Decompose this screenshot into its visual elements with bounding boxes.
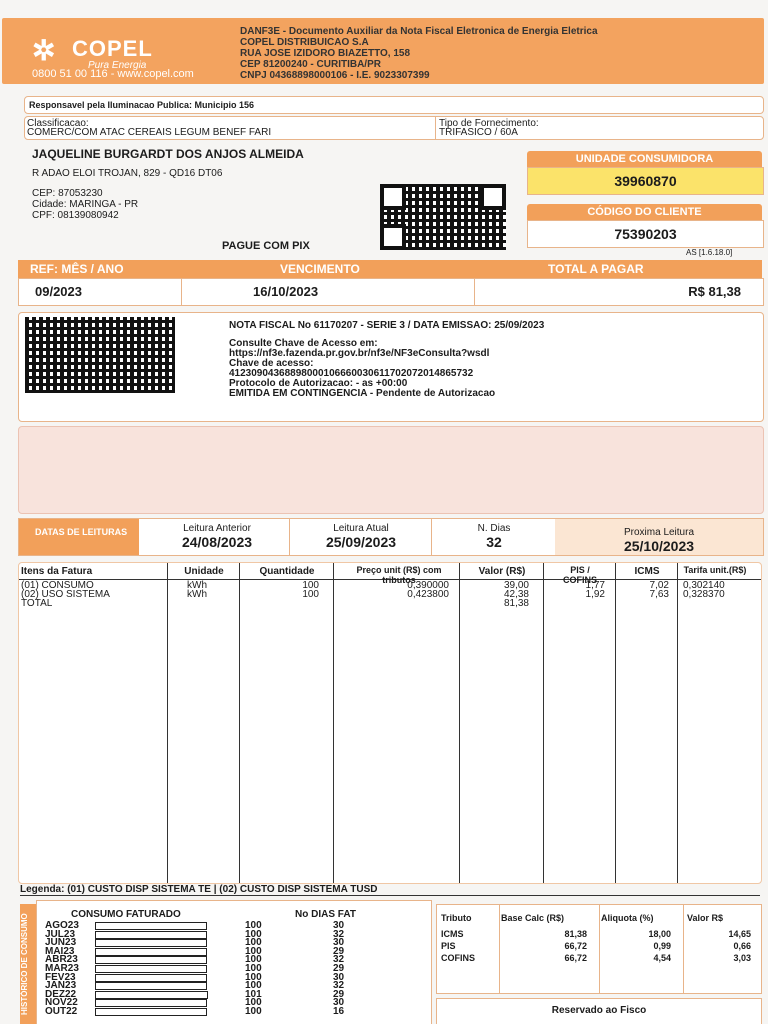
leitura-atual xyxy=(291,523,431,550)
leitura-anterior-label: Leitura Anterior xyxy=(183,523,251,534)
historico-mes: OUT22 xyxy=(45,1006,78,1017)
unidade-title: UNIDADE CONSUMIDORA xyxy=(527,151,762,167)
nota-linha: EMITIDA EM CONTINGENCIA - Pendente de Autorizacao xyxy=(229,388,496,399)
divider xyxy=(435,117,436,139)
historico-kwh: 100 xyxy=(245,980,262,992)
trib-hdr: Base Calc (R$) xyxy=(501,913,565,923)
resumo-bar xyxy=(18,260,762,278)
danfe-block xyxy=(240,26,598,81)
divider xyxy=(683,905,684,993)
col-divider xyxy=(543,563,544,883)
trib-hdr: Valor R$ xyxy=(687,913,724,923)
item-nome: (01) CONSUMO xyxy=(21,580,94,591)
hdr-preco: Preço unit (R$) com tributos xyxy=(356,565,442,585)
col-divider xyxy=(167,563,168,883)
historico-dias: 30 xyxy=(333,997,345,1009)
danfe-line: COPEL DISTRIBUICAO S.A xyxy=(240,37,369,48)
cliente-cep: CEP: 87053230 xyxy=(32,188,103,199)
n-dias-label: N. Dias xyxy=(477,523,511,534)
leitura-anterior xyxy=(147,523,287,550)
nota-linha: NOTA FISCAL No 61170207 - SERIE 3 / DATA EMISSAO: 25/09/2023 xyxy=(229,320,545,331)
header-bar xyxy=(2,18,764,84)
legenda: Legenda: (01) CUSTO DISP SISTEMA TE | (02) CUSTO DISP SISTEMA TUSD xyxy=(20,884,760,896)
item-quantidade: 100 xyxy=(302,589,319,600)
item-total-label: TOTAL xyxy=(21,598,53,609)
classificacao-value: COMERC/COM ATAC CEREAIS LEGUM BENEF FARI xyxy=(27,127,272,138)
hdr-itens: Itens da Fatura xyxy=(21,566,93,577)
copel-logo xyxy=(32,32,212,72)
historico-dias: 32 xyxy=(333,928,345,940)
cliente-nome: JAQUELINE BURGARDT DOS ANJOS ALMEIDA xyxy=(32,147,304,161)
trib-hdr: Aliquota (%) xyxy=(601,913,654,923)
copel-logo-mark: ✲ xyxy=(32,35,54,66)
item-icms: 7,63 xyxy=(649,589,669,600)
nota-qr-code xyxy=(25,317,175,393)
historico-dias: 30 xyxy=(333,971,345,983)
historico-box xyxy=(36,900,432,1024)
historico-mes: MAR23 xyxy=(45,963,79,974)
trib-hdr: Tributo xyxy=(441,913,472,923)
tributo-cell: 66,72 xyxy=(564,953,587,963)
historico-kwh: 100 xyxy=(245,928,262,940)
historico-row xyxy=(45,1007,425,1016)
hdr-pis-cofins: PIS / COFINS xyxy=(562,565,597,585)
proxima-value: 25/10/2023 xyxy=(623,538,695,554)
col-divider xyxy=(615,563,616,883)
historico-kwh: 100 xyxy=(245,945,262,957)
item-nome: (02) USO SISTEMA xyxy=(21,589,110,600)
danfe-line: CEP 81200240 - CURITIBA/PR xyxy=(240,59,381,70)
reservado-fisco: Reservado ao Fisco xyxy=(551,1005,647,1016)
cliente-cidade: Cidade: MARINGA - PR xyxy=(32,199,139,210)
codigo-title: CÓDIGO DO CLIENTE xyxy=(527,204,762,220)
pix-qr-code xyxy=(380,184,506,250)
historico-mes: JUL23 xyxy=(45,928,76,940)
resumo-values xyxy=(18,278,764,306)
leitura-anterior-value: 24/08/2023 xyxy=(181,534,253,550)
divider xyxy=(431,519,432,555)
item-quantidade: 100 xyxy=(302,580,319,591)
danfe-line: RUA JOSE IZIDORO BIAZETTO, 158 xyxy=(240,48,411,59)
historico-mes: NOV22 xyxy=(45,997,78,1009)
historico-dias-title: No DIAS FAT xyxy=(295,909,356,920)
item-valor: 39,00 xyxy=(503,580,529,591)
historico-title: CONSUMO FATURADO xyxy=(71,909,181,920)
historico-dias: 16 xyxy=(333,1006,345,1017)
historico-dias: 29 xyxy=(333,988,345,1000)
total-value: R$ 81,38 xyxy=(688,284,741,299)
tributo-cell: ICMS xyxy=(441,929,464,939)
tributo-cell: 0,66 xyxy=(733,941,751,951)
cliente-cpf: CPF: 08139080942 xyxy=(32,210,119,221)
total-label: TOTAL A PAGAR xyxy=(548,262,644,276)
n-dias-value: 32 xyxy=(486,534,502,550)
historico-kwh: 101 xyxy=(245,988,262,1000)
classificacao-box xyxy=(24,116,764,140)
tributo-cell: 0,99 xyxy=(653,941,671,951)
nota-fiscal-box xyxy=(18,312,764,422)
tributo-cell: 3,03 xyxy=(733,953,751,963)
nota-linha: 41230904368898000106660030611702072014865732 xyxy=(229,368,474,379)
hdr-unidade: Unidade xyxy=(184,566,224,577)
divider xyxy=(289,519,290,555)
ref-value: 09/2023 xyxy=(35,284,82,299)
col-divider xyxy=(677,563,678,883)
hdr-quantidade: Quantidade xyxy=(259,566,315,577)
hdr-icms: ICMS xyxy=(634,566,660,577)
historico-mes: DEZ22 xyxy=(45,988,77,1000)
fornecimento-value: TRIFASICO / 60A xyxy=(439,127,518,138)
tributo-cell: 4,54 xyxy=(653,953,671,963)
mensagem-box xyxy=(18,426,764,514)
col-divider xyxy=(333,563,334,883)
tributo-cell: 18,00 xyxy=(648,929,671,939)
codigo-value: 75390203 xyxy=(527,220,764,248)
classificacao-label: Classificacao: xyxy=(27,118,89,129)
col-divider xyxy=(239,563,240,883)
hdr-valor: Valor (R$) xyxy=(478,566,526,577)
n-dias xyxy=(433,523,555,550)
historico-kwh: 100 xyxy=(245,954,262,966)
danfe-line: DANF3E - Documento Auxiliar da Nota Fiscal Eletronica de Energia Eletrica xyxy=(240,26,598,37)
historico-dias: 30 xyxy=(333,920,345,931)
historico-kwh: 100 xyxy=(245,1006,262,1017)
unidade-value: 39960870 xyxy=(527,167,764,195)
item-total-valor: 81,38 xyxy=(503,598,529,609)
tributo-cell: 66,72 xyxy=(564,941,587,951)
nota-text xyxy=(229,321,544,399)
historico-mes: FEV23 xyxy=(45,971,76,983)
hdr-tarifa: Tarifa unit.(R$) xyxy=(683,565,747,575)
qr-corner xyxy=(380,184,406,210)
tributo-cell: COFINS xyxy=(441,953,476,963)
nota-linha: Consulte Chave de Acesso em: xyxy=(229,338,378,349)
tributo-cell: PIS xyxy=(441,941,456,951)
tributo-cell: 81,38 xyxy=(564,929,587,939)
qr-corner xyxy=(480,184,506,210)
item-tarifa: 0,328370 xyxy=(683,589,725,600)
leitura-atual-value: 25/09/2023 xyxy=(325,534,397,550)
item-icms: 7,02 xyxy=(649,580,669,591)
qr-corner xyxy=(380,224,406,250)
item-valor: 42,38 xyxy=(503,589,529,600)
historico-dias: 30 xyxy=(333,937,345,949)
fornecimento-label: Tipo de Fornecimento: xyxy=(439,118,539,129)
historico-dias: 32 xyxy=(333,954,345,966)
copel-logo-text: COPEL xyxy=(72,36,153,61)
danfe-line: CNPJ 04368898000106 - I.E. 9023307399 xyxy=(240,70,430,81)
ref-label: REF: MÊS / ANO xyxy=(30,262,124,276)
tributo-cell: 14,65 xyxy=(728,929,751,939)
divider xyxy=(499,905,500,993)
nota-linha: Protocolo de Autorizacao: - as +00:00 xyxy=(229,378,408,389)
reservado-fisco-box xyxy=(436,998,762,1024)
venc-label: VENCIMENTO xyxy=(280,262,360,276)
phone-site: 0800 51 00 116 - www.copel.com xyxy=(32,68,194,80)
item-pis: 1,92 xyxy=(585,589,605,600)
historico-kwh: 100 xyxy=(245,937,262,949)
historico-dias: 29 xyxy=(333,945,345,957)
tributos-box xyxy=(436,904,762,994)
item-unidade: kWh xyxy=(187,580,207,591)
historico-kwh: 100 xyxy=(245,997,262,1009)
leitura-atual-label: Leitura Atual xyxy=(333,523,389,534)
historico-mes: MAI23 xyxy=(45,945,75,957)
historico-mes: ABR23 xyxy=(45,954,78,966)
leituras-box xyxy=(18,518,764,556)
item-pis: 1,77 xyxy=(585,580,605,591)
divider xyxy=(599,905,600,993)
proxima-leitura xyxy=(555,519,763,555)
versao-text: AS [1.6.18.0] xyxy=(686,248,733,257)
nota-linha: https://nf3e.fazenda.pr.gov.br/nf3e/NF3eConsulta?wsdl xyxy=(229,348,490,359)
responsavel-box xyxy=(24,96,764,114)
leituras-side: DATAS DE LEITURAS xyxy=(19,519,139,555)
divider xyxy=(474,279,475,305)
historico-kwh: 100 xyxy=(245,971,262,983)
historico-kwh: 100 xyxy=(245,920,262,931)
cliente-dados xyxy=(32,188,138,221)
historico-mes: JAN23 xyxy=(45,980,77,992)
historico-mes: AGO23 xyxy=(45,920,79,931)
col-divider xyxy=(459,563,460,883)
historico-bar xyxy=(95,1008,207,1016)
responsavel-text: Responsavel pela Iluminacao Publica: Municipio 156 xyxy=(29,100,255,110)
nota-linha: Chave de acesso: xyxy=(229,358,314,369)
historico-dias: 29 xyxy=(333,963,345,974)
historico-kwh: 100 xyxy=(245,963,262,974)
itens-fatura-table xyxy=(18,562,762,884)
historico-side: HISTÓRICO DE CONSUMO xyxy=(20,904,36,1024)
item-tarifa: 0,302140 xyxy=(683,580,725,591)
historico-mes: JUN23 xyxy=(45,937,77,949)
divider xyxy=(181,279,182,305)
historico-dias: 32 xyxy=(333,980,345,992)
pix-label: PAGUE COM PIX xyxy=(222,240,310,252)
proxima-label: Proxima Leitura xyxy=(623,527,695,538)
venc-value: 16/10/2023 xyxy=(253,284,319,299)
item-preco: 0,423800 xyxy=(407,589,449,600)
copel-slogan: Pura Energia xyxy=(88,60,147,71)
item-unidade: kWh xyxy=(187,589,207,600)
cliente-endereco: R ADAO ELOI TROJAN, 829 - QD16 DT06 xyxy=(32,168,223,179)
item-preco: 0,390000 xyxy=(407,580,449,591)
